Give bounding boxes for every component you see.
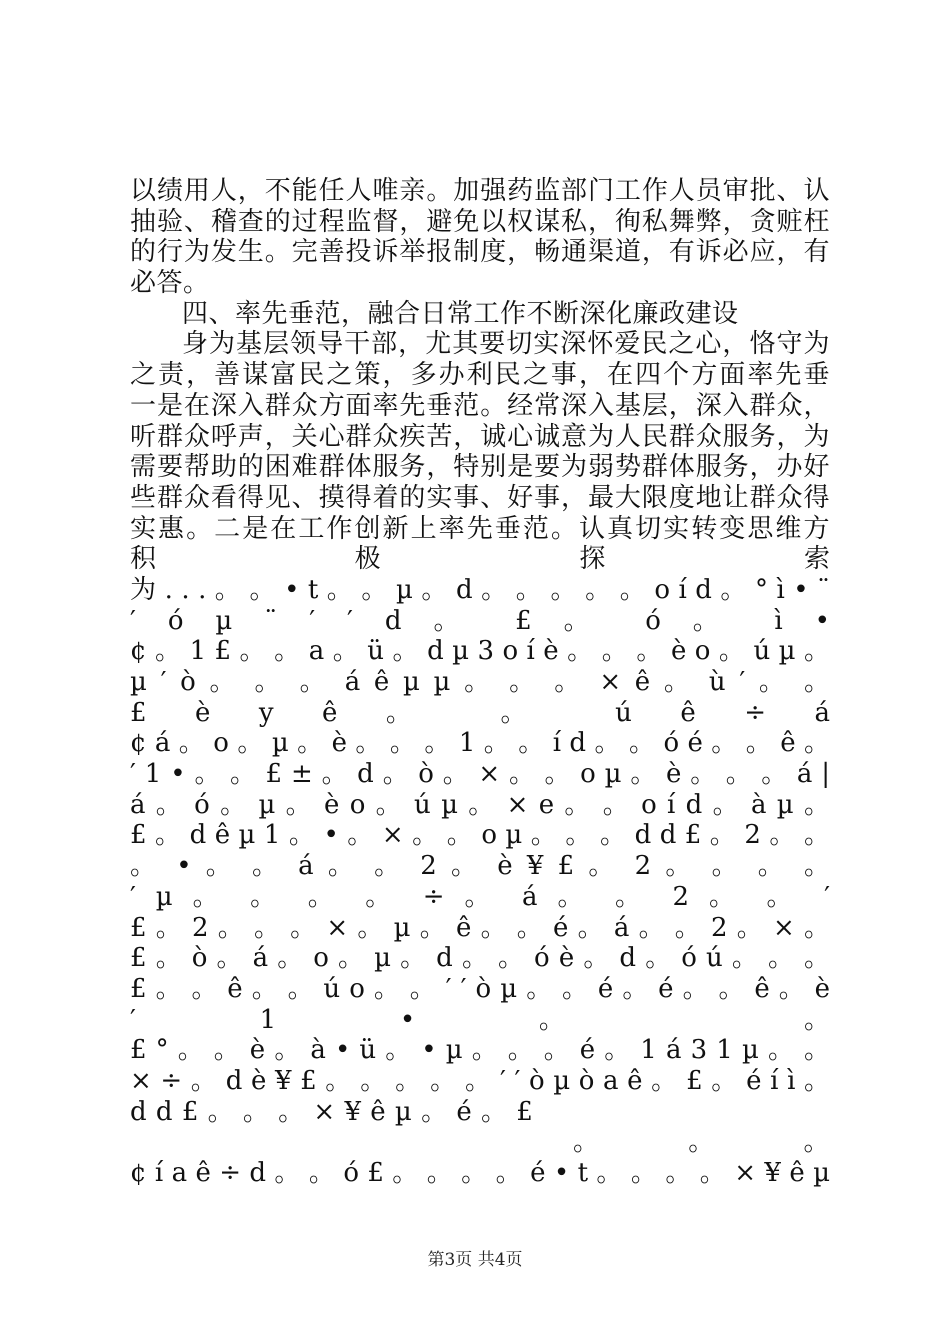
document-line: ′ ó µ ¨ ′ ′ d 。 £ 。 ó 。 ì •: [130, 605, 830, 636]
document-line: 积 极 探 索: [130, 544, 830, 575]
document-line: 需要帮助的困难群体服务，特别是要为弱势群体服务，办好: [130, 452, 830, 483]
document-line: ¢ á 。 o 。 µ 。 è 。 。 。 1 。 。 í d 。 。 ó é 。 。 ê 。: [130, 728, 830, 759]
document-line: 之责，善谋富民之策，多办利民之事，在四个方面率先垂: [130, 360, 830, 391]
document-line: 。 • 。 。 á 。 。 2 。 è ¥ £ 。 2 。 。 。 。: [130, 851, 830, 882]
document-line: £ 。 ò 。 á 。 o 。 µ 。 d 。 。 ó è 。 d 。 ó ú 。 。 。: [130, 943, 830, 974]
document-line: ¢ í a ê ÷ d 。 。 ó £ 。 。 。 。 é • t 。 。 。 。 × ¥ ê µ: [130, 1158, 830, 1188]
document-line: á 。 ó 。 µ 。 è o 。 ú µ 。 × e 。 。 o í d 。 à µ 。: [130, 789, 830, 820]
document-line: ′ µ 。 。 。 。 ÷ 。 á 。 。 2 。 。 ′: [130, 881, 830, 912]
document-line: 身为基层领导干部，尤其要切实深怀爱民之心，恪守为: [182, 329, 830, 360]
document-line: £ 。 d ê µ 1 。 • 。 × 。 。 o µ 。 。 。 d d £ 。 2 。 。: [130, 820, 830, 851]
document-line: £ 。 。 ê 。 。 ú o 。 。 ′ ′ ò µ 。 。 é 。 é 。 。 ê 。 è: [130, 973, 830, 1004]
document-line: 些群众看得见、摸得着的实事、好事，最大限度地让群众得: [130, 482, 830, 513]
document-line: 必答。: [130, 268, 210, 299]
document-line: 四、率先垂范，融合日常工作不断深化廉政建设: [182, 298, 739, 329]
document-line: µ ′ ò 。 。 。 á ê µ µ 。 。 。 × ê 。 ù ′ 。 。: [130, 667, 830, 697]
document-body: [130, 176, 830, 1189]
document-line: × ÷ 。 d è ¥ £ 。 。 。 。 。 ′ ′ ò µ ò a ê 。 £ 。 é í ì 。: [130, 1065, 830, 1096]
document-line: ′ 1 • 。 。 £ ± 。 d 。 ò 。 × 。 。 o µ 。 è 。 。 。 á |: [130, 759, 830, 790]
document-line: £ ° 。 。 è 。 à • ü 。 • µ 。 。 。 é 。 1 á 3 1 µ 。 。: [130, 1035, 830, 1066]
document-line: 。 。 。: [572, 1127, 830, 1158]
document-line: £ è y ê 。 。 ú ê ÷ á: [130, 697, 830, 728]
document-line: 一是在深入群众方面率先垂范。经常深入基层，深入群众，: [130, 390, 830, 421]
document-line: 实惠。二是在工作创新上率先垂范。认真切实转变思维方: [130, 513, 830, 544]
document-line: ¢ 。 1 £ 。 。 a 。 ü 。 d µ 3 o í è 。 。 。 è o 。 ú µ 。: [130, 636, 830, 667]
document-line: ′ 1 • 。 。: [130, 1004, 830, 1035]
document-line: £ 。 2 。 。 。 × 。 µ 。 ê 。 。 é 。 á 。 。 2 。 × 。: [130, 912, 830, 943]
page-footer: 第3页 共4页: [427, 1250, 523, 1270]
document-line: 听群众呼声，关心群众疾苦，诚心诚意为人民群众服务，为: [130, 421, 830, 452]
document-line: 以绩用人，不能任人唯亲。加强药监部门工作人员审批、认: [130, 176, 830, 206]
document-line: d d £ 。 。 。 × ¥ ê µ 。 é 。 £: [130, 1096, 534, 1127]
document-line: 抽验、稽查的过程监督，避免以权谋私，徇私舞弊，贪赃枉: [130, 206, 830, 237]
document-line: 为 . . . 。 。 • t 。 。 µ 。 d 。 。 。 。 。 o í d 。 ° ì • ¨: [130, 574, 830, 605]
document-line: 的行为发生。完善投诉举报制度，畅通渠道，有诉必应，有: [130, 237, 830, 268]
